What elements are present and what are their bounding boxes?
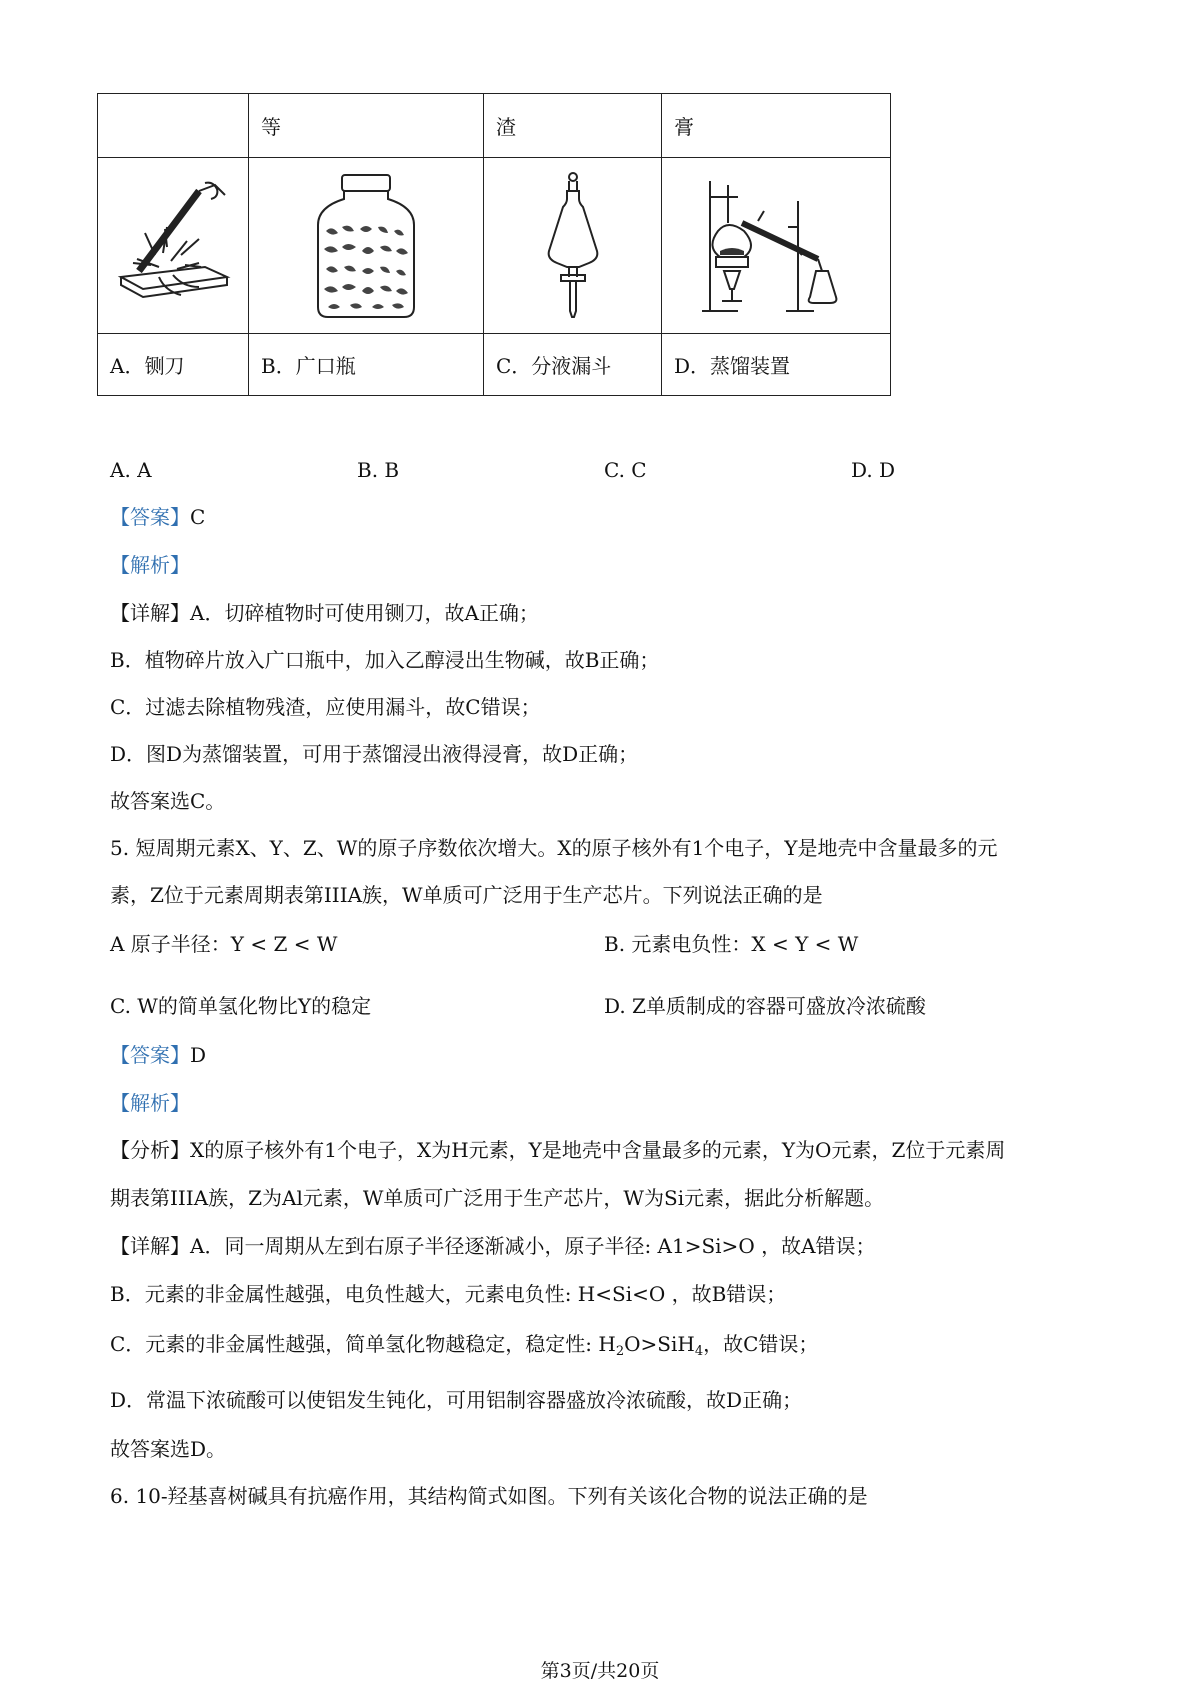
header-cell: 等 <box>249 94 484 158</box>
image-cell <box>662 158 891 334</box>
apparatus-label: C．分液漏斗 <box>484 334 662 396</box>
wide-mouth-bottle-icon <box>312 171 420 321</box>
q5-option-a: A 原子半径：Y < Z < W <box>110 932 338 956</box>
image-cell <box>249 158 484 334</box>
detail-tag: 【详解】 <box>110 601 190 625</box>
q5-option-d: D. Z单质制成的容器可盛放冷浓硫酸 <box>604 994 926 1018</box>
q4-conclusion: 故答案选C。 <box>110 789 226 813</box>
q5-option-c: C. W的简单氢化物比Y的稳定 <box>110 994 372 1018</box>
q5-stem-line: 5. 短周期元素X、Y、Z、W的原子序数依次增大。X的原子核外有1个电子，Y是地壳中含量最多的元 <box>110 836 998 860</box>
option-d: D. D <box>851 458 896 482</box>
detail-text: A．同一周期从左到右原子半径逐渐减小，原子半径: A1>Si>O ，故A错误； <box>190 1234 876 1258</box>
table-label-row <box>98 334 891 396</box>
q4-detail-line: B．植物碎片放入广口瓶中，加入乙醇浸出生物碱，故B正确； <box>110 648 660 672</box>
apparatus-label: B．广口瓶 <box>249 334 484 396</box>
detail-text: A．切碎植物时可使用铡刀，故A正确； <box>190 601 539 625</box>
table-image-row <box>98 158 891 334</box>
q4-detail-line <box>110 599 539 627</box>
distillation-apparatus-icon <box>698 171 854 321</box>
detail-text: ，故C错误； <box>703 1332 819 1356</box>
q4-answer <box>110 503 205 531</box>
answer-value: D <box>190 1043 207 1067</box>
q5-option-b: B. 元素电负性：X < Y < W <box>604 932 859 956</box>
answer-tag: 【答案】 <box>110 505 190 529</box>
question-4-table <box>97 93 891 396</box>
q4-detail-line: C．过滤去除植物残渣，应使用漏斗，故C错误； <box>110 695 541 719</box>
page-footer: 第3页/共20页 <box>540 1660 660 1682</box>
header-cell <box>98 94 249 158</box>
detail-text: C．元素的非金属性越强，简单氢化物越稳定，稳定性: H <box>110 1332 616 1356</box>
q5-answer <box>110 1041 206 1069</box>
fodder-chopper-icon <box>115 181 231 311</box>
option-a: A. A <box>110 458 152 482</box>
q5-detail-line: B．元素的非金属性越强，电负性越大，元素电负性: H<Si<O ，故B错误； <box>110 1282 787 1306</box>
apparatus-label: A．铡刀 <box>98 334 249 396</box>
image-cell <box>484 158 662 334</box>
image-cell <box>98 158 249 334</box>
q5-detail-line <box>110 1232 876 1260</box>
q5-analysis-tag: 【解析】 <box>110 1091 190 1115</box>
analysis-label: 【分析】 <box>110 1138 190 1162</box>
separatory-funnel-icon <box>543 171 603 321</box>
q6-stem: 6. 10-羟基喜树碱具有抗癌作用，其结构简式如图。下列有关该化合物的说法正确的是 <box>110 1484 868 1508</box>
q4-analysis-tag: 【解析】 <box>110 553 190 577</box>
apparatus-label: D．蒸馏装置 <box>662 334 891 396</box>
option-b: B. B <box>357 458 400 482</box>
subscript: 4 <box>694 1344 704 1359</box>
header-cell: 渣 <box>484 94 662 158</box>
answer-value: C <box>190 505 206 529</box>
option-c: C. C <box>604 458 647 482</box>
detail-label: 【详解】 <box>110 1234 190 1258</box>
table-header-row <box>98 94 891 158</box>
header-cell: 膏 <box>662 94 891 158</box>
q5-detail-line <box>110 1330 818 1358</box>
q5-conclusion: 故答案选D。 <box>110 1437 227 1461</box>
subscript: 2 <box>615 1344 625 1359</box>
analysis-text: X的原子核外有1个电子，X为H元素，Y是地壳中含量最多的元素，Y为O元素，Z位于元素周 <box>190 1138 1006 1162</box>
q5-detail-line: D．常温下浓硫酸可以使铝发生钝化，可用铝制容器盛放冷浓硫酸，故D正确； <box>110 1388 803 1412</box>
detail-text: O>SiH <box>624 1332 695 1356</box>
q5-stem-line: 素，Z位于元素周期表第IIIA族，W单质可广泛用于生产芯片。下列说法正确的是 <box>110 883 823 907</box>
q5-analysis-line: 期表第IIIA族，Z为Al元素，W单质可广泛用于生产芯片，W为Si元素，据此分析解题。 <box>110 1186 885 1210</box>
answer-tag: 【答案】 <box>110 1043 190 1067</box>
q4-detail-line: D．图D为蒸馏装置，可用于蒸馏浸出液得浸膏，故D正确； <box>110 742 639 766</box>
q5-analysis-line <box>110 1136 1005 1164</box>
